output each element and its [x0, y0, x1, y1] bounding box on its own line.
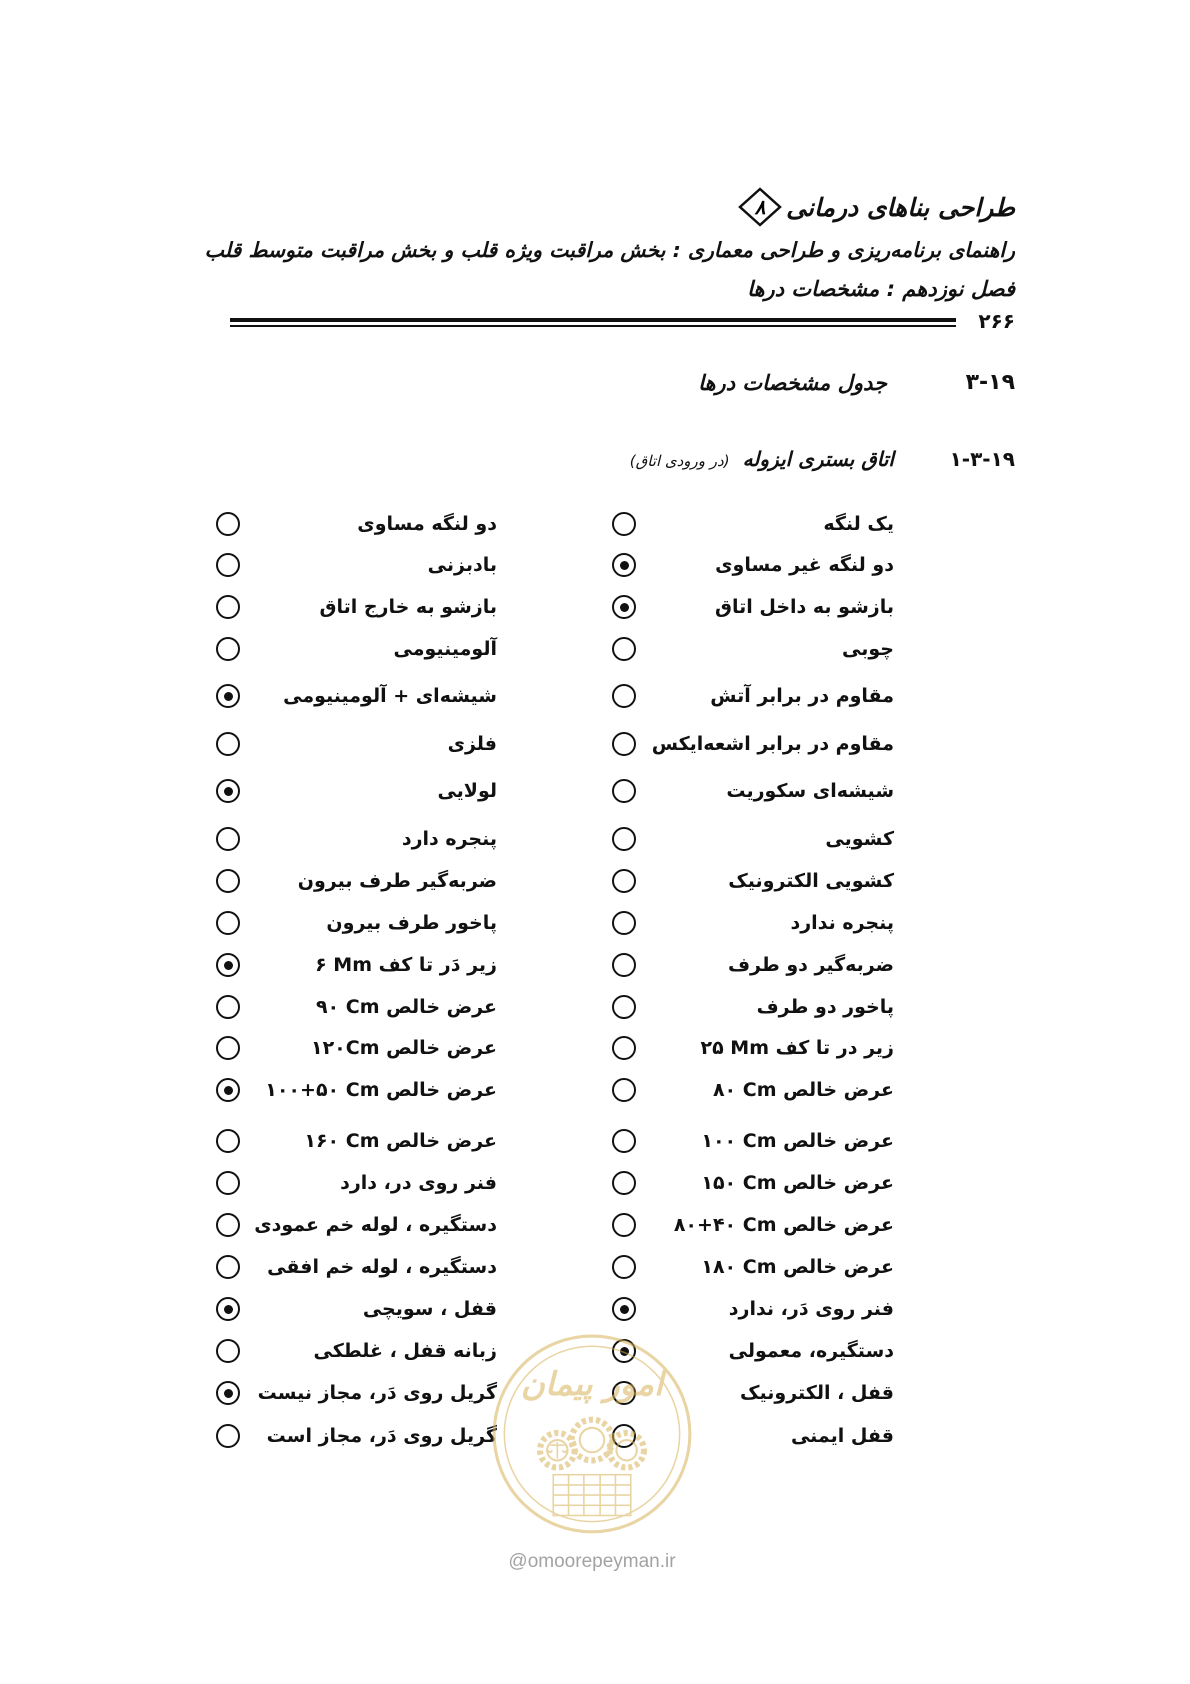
header-rule-thin [230, 325, 956, 327]
table-row [0, 1293, 1190, 1325]
option-label-left: پنجره دارد [401, 828, 497, 850]
radio-empty-icon [216, 911, 240, 935]
table-row [0, 680, 1190, 712]
subsection-note: (در ورودی اتاق) [629, 452, 730, 470]
option-label-right: پاخور دو طرف [756, 996, 894, 1018]
option-label-right: یک لنگه [823, 513, 894, 535]
table-row [0, 1032, 1190, 1064]
option-label-left: فنر روی در، دارد [340, 1172, 497, 1194]
option-label-left: پاخور طرف بیرون [326, 912, 497, 934]
option-label-left: عرض خالص Cm‏ ۱۶۰ [304, 1130, 497, 1152]
option-label-left: شیشه‌ای + آلومینیومی [283, 685, 497, 707]
table-row [0, 1335, 1190, 1367]
option-label-right: بازشو به داخل اتاق [715, 596, 894, 618]
table-row [0, 1074, 1190, 1106]
section-number: ۳-۱۹ [965, 370, 1015, 395]
option-label-right: عرض خالص Cm‏ ۸۰ [712, 1079, 894, 1101]
book-number-badge [738, 187, 782, 227]
option-label-right: زیر در تا کف Mm‏ ۲۵ [700, 1037, 894, 1059]
radio-checked-icon [612, 1339, 636, 1363]
option-label-right: عرض خالص Cm‏ ۱۸۰ [701, 1256, 894, 1278]
option-label-left: عرض خالص ۱۲۰Cm [310, 1037, 497, 1059]
chapter-title: فصل نوزدهم : مشخصات درها [747, 277, 1015, 301]
radio-checked-icon [216, 779, 240, 803]
option-label-left: لولایی [437, 780, 497, 802]
option-label-right: پنجره ندارد [790, 912, 894, 934]
radio-empty-icon [216, 1255, 240, 1279]
option-label-right: دو لنگه غیر مساوی [715, 554, 894, 576]
radio-empty-icon [216, 995, 240, 1019]
radio-empty-icon [612, 1078, 636, 1102]
option-label-right: شیشه‌ای سکوریت [726, 780, 894, 802]
radio-empty-icon [612, 637, 636, 661]
radio-checked-icon [216, 684, 240, 708]
radio-empty-icon [216, 732, 240, 756]
radio-checked-icon [612, 553, 636, 577]
radio-empty-icon [612, 953, 636, 977]
radio-checked-icon [216, 1297, 240, 1321]
table-row [0, 1167, 1190, 1199]
table-row [0, 633, 1190, 665]
radio-empty-icon [612, 869, 636, 893]
option-label-left: بادبزنی [427, 554, 497, 576]
table-row [0, 1377, 1190, 1409]
option-label-right: فنر روی دَر، ندارد [728, 1298, 894, 1320]
radio-empty-icon [612, 684, 636, 708]
option-label-left: آلومینیومی [393, 638, 497, 660]
table-row [0, 591, 1190, 623]
radio-empty-icon [612, 732, 636, 756]
table-row [0, 728, 1190, 760]
table-row [0, 907, 1190, 939]
watermark-url: @omoorepeyman.ir [508, 1551, 676, 1572]
radio-empty-icon [612, 1255, 636, 1279]
subsection-title: اتاق بستری ایزوله [742, 447, 894, 471]
book-number: ۸ [754, 195, 766, 219]
building-grid-icon [553, 1475, 630, 1516]
subsection-number: ۱-۳-۱۹ [949, 447, 1015, 471]
option-label-left: فلزی [447, 733, 497, 755]
option-label-right: قفل ، الکترونیک [740, 1382, 894, 1404]
option-label-left: عرض خالص Cm‏ ۹۰ [315, 996, 497, 1018]
radio-empty-icon [612, 512, 636, 536]
radio-empty-icon [216, 869, 240, 893]
radio-checked-icon [612, 1297, 636, 1321]
radio-empty-icon [216, 1424, 240, 1448]
radio-empty-icon [612, 1171, 636, 1195]
book-title: طراحی بناهای درمانی [786, 192, 1015, 222]
logo-text: امور پیمان [520, 1365, 664, 1404]
radio-empty-icon [216, 1339, 240, 1363]
option-label-right: مقاوم در برابر اشعه‌ایکس [651, 733, 894, 755]
table-row [0, 1209, 1190, 1241]
radio-empty-icon [216, 595, 240, 619]
table-row [0, 1125, 1190, 1157]
radio-empty-icon [216, 827, 240, 851]
table-row [0, 1251, 1190, 1283]
radio-empty-icon [612, 1036, 636, 1060]
option-label-right: دستگیره، معمولی [728, 1340, 894, 1362]
option-label-right: عرض خالص Cm‏ ۱۰۰ [701, 1130, 894, 1152]
radio-empty-icon [216, 512, 240, 536]
radio-empty-icon [612, 827, 636, 851]
option-label-right: مقاوم در برابر آتش [710, 685, 894, 707]
section-title: جدول مشخصات درها [698, 371, 887, 395]
radio-checked-icon [216, 953, 240, 977]
table-row [0, 549, 1190, 581]
option-label-left: دستگیره ، لوله خم افقی [267, 1256, 497, 1278]
guide-title: راهنمای برنامه‌ریزی و طراحی معماری : بخش مراقبت ویژه قلب و بخش مراقبت متوسط قلب [205, 238, 1015, 262]
option-label-right: قفل ایمنی [790, 1425, 894, 1447]
radio-empty-icon [612, 779, 636, 803]
option-label-right: عرض خالص Cm‏ ۱۵۰ [701, 1172, 894, 1194]
option-label-right: چوبی [842, 638, 894, 660]
table-row [0, 823, 1190, 855]
radio-empty-icon [612, 1381, 636, 1405]
radio-empty-icon [216, 637, 240, 661]
radio-empty-icon [216, 1171, 240, 1195]
book-title-line [738, 185, 1015, 229]
radio-empty-icon [216, 1129, 240, 1153]
radio-empty-icon [612, 911, 636, 935]
option-label-left: ضربه‌گیر طرف بیرون [297, 870, 497, 892]
option-label-left: دو لنگه مساوی [357, 513, 497, 535]
table-row [0, 1420, 1190, 1452]
option-label-right: ضربه‌گیر دو طرف [727, 954, 894, 976]
option-label-right: عرض خالص Cm‏ ۸۰+۴۰ [673, 1214, 894, 1236]
option-label-left: زبانه قفل ، غلطکی [313, 1340, 497, 1362]
option-label-left: گریل روی دَر، مجاز نیست [257, 1382, 497, 1404]
table-row [0, 775, 1190, 807]
radio-empty-icon [216, 1213, 240, 1237]
radio-checked-icon [612, 595, 636, 619]
radio-empty-icon [216, 1036, 240, 1060]
option-label-left: قفل ، سویچی [362, 1298, 497, 1320]
radio-empty-icon [612, 1424, 636, 1448]
table-row [0, 508, 1190, 540]
table-row [0, 865, 1190, 897]
option-label-left: دستگیره ، لوله خم عمودی [254, 1214, 497, 1236]
radio-checked-icon [216, 1078, 240, 1102]
radio-empty-icon [612, 1129, 636, 1153]
radio-empty-icon [216, 553, 240, 577]
option-label-left: زیر دَر تا کف Mm‏ ۶ [315, 954, 497, 976]
radio-empty-icon [612, 995, 636, 1019]
option-label-right: کشویی [825, 828, 894, 850]
table-row [0, 991, 1190, 1023]
radio-empty-icon [612, 1213, 636, 1237]
radio-checked-icon [216, 1381, 240, 1405]
subsection-heading [630, 444, 894, 474]
page-number: ۲۶۶ [978, 309, 1015, 333]
header-rule-thick [230, 318, 956, 322]
option-label-left: گریل روی دَر، مجاز است [266, 1425, 497, 1447]
option-label-left: بازشو به خارج اتاق [319, 596, 497, 618]
option-label-left: عرض خالص Cm‏ ۱۰۰+۵۰ [265, 1079, 497, 1101]
table-row [0, 949, 1190, 981]
option-label-right: کشویی الکترونیک [728, 870, 894, 892]
